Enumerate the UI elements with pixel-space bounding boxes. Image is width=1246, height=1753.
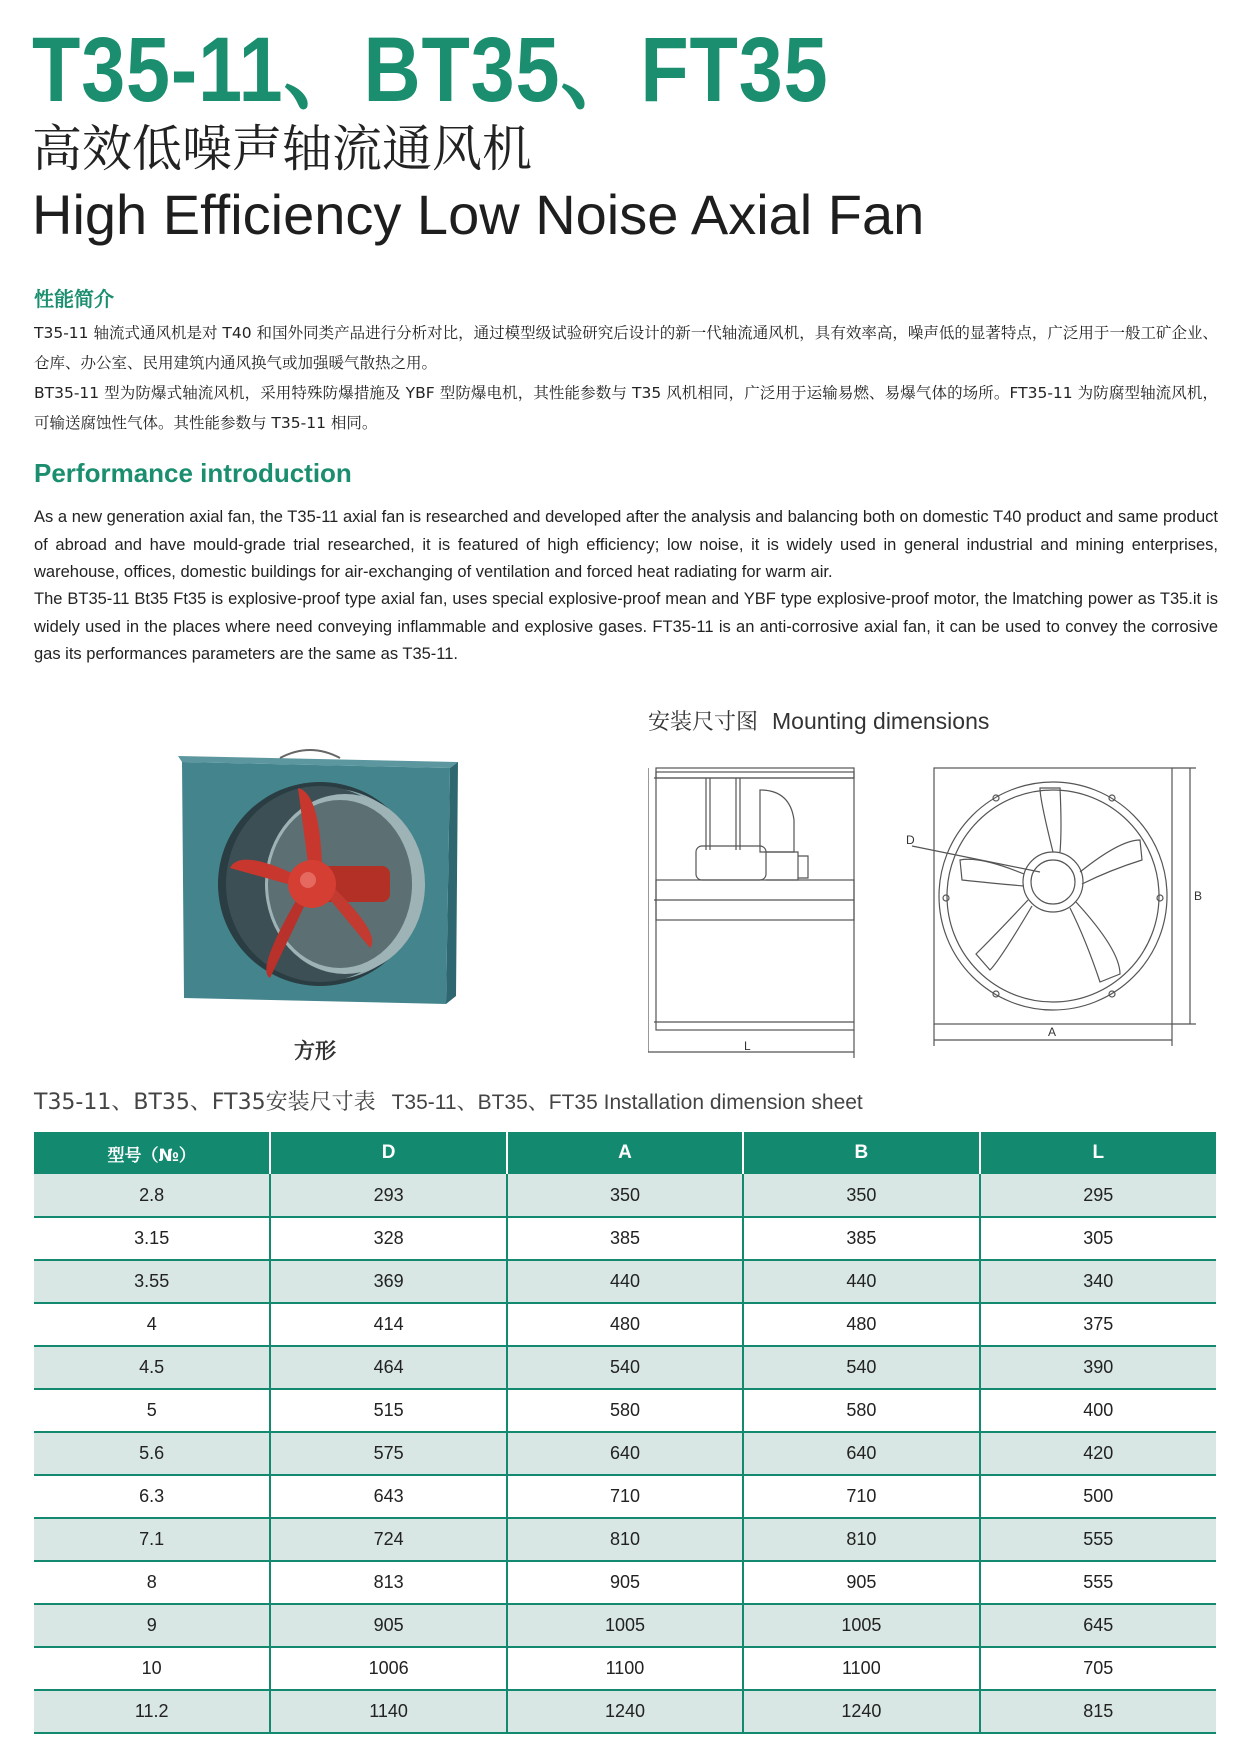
intro-para-en-2: The BT35-11 Bt35 Ft35 is explosive-proof type axial fan, uses special explosive-proof mean and YBF type explosive-proof motor, the lmatching power as T35.it is widely used in the places where need conveying inflammable and explosive gases. FT35-11 is an anti-corrosive axial fan, it can be used to convey the corrosive gas its performances parameters are the same as T35-11. [34, 590, 1218, 663]
cell-d: 464 [270, 1346, 506, 1389]
cell-d: 575 [270, 1432, 506, 1475]
cell-b: 905 [743, 1561, 979, 1604]
table-row [34, 1475, 1216, 1518]
column-header-d: D [270, 1132, 506, 1174]
mounting-title [648, 705, 989, 736]
cell-d: 1006 [270, 1647, 506, 1690]
cell-model: 4.5 [34, 1346, 270, 1389]
mounting-title-en: Mounting dimensions [772, 708, 990, 734]
cell-model: 5.6 [34, 1432, 270, 1475]
fan-product-image [170, 748, 470, 1018]
cell-a: 810 [507, 1518, 743, 1561]
cell-a: 905 [507, 1561, 743, 1604]
table-row [34, 1561, 1216, 1604]
cell-a: 1240 [507, 1690, 743, 1733]
product-title-cn: 高效低噪声轴流通风机 [32, 120, 532, 178]
cell-b: 350 [743, 1174, 979, 1217]
cell-a: 640 [507, 1432, 743, 1475]
cell-model: 3.55 [34, 1260, 270, 1303]
cell-d: 643 [270, 1475, 506, 1518]
cell-model: 4 [34, 1303, 270, 1346]
product-title-en: High Efficiency Low Noise Axial Fan [32, 183, 925, 246]
column-header-a: A [507, 1132, 743, 1174]
table-row [34, 1690, 1216, 1733]
column-header-l: L [980, 1132, 1216, 1174]
intro-para-cn-1: T35-11 轴流式通风机是对 T40 和国外同类产品进行分析对比，通过模型级试验研究后设计的新一代轴流通风机，具有效率高，噪声低的显著特点，广泛用于一般工矿企业、仓库、办公室、民用建筑内通风换气或加强暖气散热之用。 [34, 324, 1218, 372]
table-header-row [34, 1132, 1216, 1174]
cell-model: 6.3 [34, 1475, 270, 1518]
cell-l: 400 [980, 1389, 1216, 1432]
cell-model: 10 [34, 1647, 270, 1690]
cell-a: 440 [507, 1260, 743, 1303]
cell-b: 710 [743, 1475, 979, 1518]
table-row [34, 1174, 1216, 1217]
cell-l: 555 [980, 1561, 1216, 1604]
cell-l: 420 [980, 1432, 1216, 1475]
sheet-title-cn: T35-11、BT35、FT35安装尺寸表 [34, 1090, 376, 1115]
cell-d: 813 [270, 1561, 506, 1604]
cell-model: 11.2 [34, 1690, 270, 1733]
cell-d: 328 [270, 1217, 506, 1260]
cell-model: 2.8 [34, 1174, 270, 1217]
cell-model: 9 [34, 1604, 270, 1647]
intro-para-en-1: As a new generation axial fan, the T35-11 axial fan is researched and developed after the analysis and balancing both on domestic T40 product and same product of abroad and have mould-grade trial researched, it is featured of high efficiency; low noise, it is widely used in general industrial and mining enterprises, warehouse, offices, domestic buildings for air-exchanging of ventilation and forced heat radiating for warm air. [34, 508, 1218, 581]
cell-b: 540 [743, 1346, 979, 1389]
cell-a: 540 [507, 1346, 743, 1389]
table-row [34, 1647, 1216, 1690]
table-row [34, 1518, 1216, 1561]
cell-b: 1005 [743, 1604, 979, 1647]
dimension-label-a: A [1048, 1025, 1057, 1039]
sheet-title [34, 1085, 863, 1116]
cell-model: 7.1 [34, 1518, 270, 1561]
side-view-drawing [648, 760, 862, 1062]
cell-l: 555 [980, 1518, 1216, 1561]
dimension-label-d: D [906, 833, 915, 847]
dimension-label-b: B [1194, 889, 1203, 903]
cell-d: 905 [270, 1604, 506, 1647]
mounting-title-cn: 安装尺寸图 [648, 710, 759, 735]
cell-b: 640 [743, 1432, 979, 1475]
cell-b: 440 [743, 1260, 979, 1303]
cell-a: 350 [507, 1174, 743, 1217]
column-header-model: 型号（№） [34, 1132, 270, 1174]
table-row [34, 1432, 1216, 1475]
cell-a: 480 [507, 1303, 743, 1346]
cell-a: 1005 [507, 1604, 743, 1647]
table-row [34, 1303, 1216, 1346]
table-row [34, 1346, 1216, 1389]
cell-a: 385 [507, 1217, 743, 1260]
cell-model: 8 [34, 1561, 270, 1604]
cell-d: 724 [270, 1518, 506, 1561]
cell-b: 1100 [743, 1647, 979, 1690]
table-row [34, 1389, 1216, 1432]
cell-a: 580 [507, 1389, 743, 1432]
model-title: T35-11、BT35、FT35 [32, 19, 829, 121]
cell-l: 340 [980, 1260, 1216, 1303]
cell-a: 1100 [507, 1647, 743, 1690]
cell-b: 385 [743, 1217, 979, 1260]
cell-l: 645 [980, 1604, 1216, 1647]
cell-d: 369 [270, 1260, 506, 1303]
dimension-label-l: L [744, 1039, 751, 1053]
intro-heading-en: Performance introduction [34, 458, 352, 488]
cell-l: 305 [980, 1217, 1216, 1260]
cell-l: 295 [980, 1174, 1216, 1217]
column-header-b: B [743, 1132, 979, 1174]
cell-l: 815 [980, 1690, 1216, 1733]
cell-d: 515 [270, 1389, 506, 1432]
cell-model: 3.15 [34, 1217, 270, 1260]
cell-b: 580 [743, 1389, 979, 1432]
cell-l: 390 [980, 1346, 1216, 1389]
fan-photo-caption: 方形 [294, 1039, 336, 1063]
cell-model: 5 [34, 1389, 270, 1432]
cell-l: 705 [980, 1647, 1216, 1690]
sheet-title-en: T35-11、BT35、FT35 Installation dimension sheet [391, 1091, 863, 1114]
cell-a: 710 [507, 1475, 743, 1518]
front-view-drawing [890, 760, 1220, 1050]
cell-d: 293 [270, 1174, 506, 1217]
cell-b: 480 [743, 1303, 979, 1346]
cell-l: 375 [980, 1303, 1216, 1346]
table-row [34, 1260, 1216, 1303]
table-row [34, 1604, 1216, 1647]
table-body [34, 1174, 1216, 1733]
cell-d: 414 [270, 1303, 506, 1346]
intro-heading-cn: 性能简介 [34, 287, 114, 311]
cell-b: 1240 [743, 1690, 979, 1733]
cell-b: 810 [743, 1518, 979, 1561]
table-row [34, 1217, 1216, 1260]
cell-d: 1140 [270, 1690, 506, 1733]
intro-para-cn-2: BT35-11 型为防爆式轴流风机，采用特殊防爆措施及 YBF 型防爆电机，其性能参数与 T35 风机相同，广泛用于运输易燃、易爆气体的场所。FT35-11 为防腐型轴流风机，可输送腐蚀性气体。其性能参数与 T35-11 相同。 [34, 384, 1218, 432]
dimension-table [34, 1132, 1216, 1734]
cell-l: 500 [980, 1475, 1216, 1518]
